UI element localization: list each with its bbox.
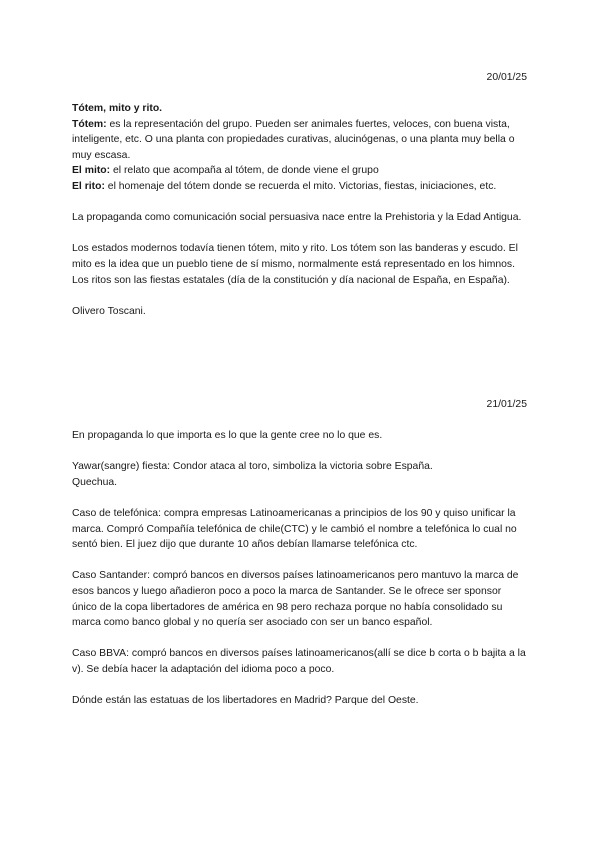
definition-text: el relato que acompaña al tótem, de donde viene el grupo	[110, 165, 379, 177]
paragraph: Dónde están las estatuas de los libertadores en Madrid? Parque del Oeste.	[72, 695, 419, 707]
paragraph: Quechua.	[72, 476, 118, 488]
definition-text: es la representación del grupo. Pueden ser animales fuertes, veloces, con buena vista, inteligente, etc. O una planta con propiedades curativas, alucinógenas, o una planta muy bella o muy escasa.	[72, 118, 515, 161]
section-title: Tótem, mito y rito.	[72, 103, 163, 114]
definition-term: El rito:	[72, 180, 105, 192]
paragraph: Yawar(sangre) fiesta: Condor ataca al toro, simboliza la victoria sobre España.	[72, 461, 433, 473]
definition-text: el homenaje del tótem donde se recuerda el mito. Victorias, fiestas, iniciaciones, etc.	[104, 180, 497, 192]
notes-entry-2	[72, 428, 528, 709]
paragraph: Caso BBVA: compró bancos en diversos países latinoamericanos(allí se dice b corta o b bajita a la v). Se debía hacer la adaptación del idioma poco a poco.	[72, 648, 526, 675]
definition-totem	[72, 117, 528, 164]
paragraph: Caso de telefónica: compra empresas Latinoamericanas a principios de los 90 y quiso unificar la marca. Compró Compañía telefónica de chile(CTC) y le cambió el nombre a telefónica lo cual no sentó bien. El juez dijo que durante 10 años debían llamarse telefónica ctc.	[72, 507, 517, 551]
paragraph: En propaganda lo que importa es lo que la gente cree no lo que es.	[72, 430, 383, 441]
definition-term: Tótem:	[72, 118, 107, 130]
definition-mito	[72, 163, 528, 179]
paragraph: Caso Santander: compró bancos en diversos países latinoamericanos pero mantuvo la marca de esos bancos y luego añadieron poco a poco la marca de Santander. Se le ofrece ser sponsor único de la copa libertadores de américa en 98 pero rechaza porque no había consolidado su marca como banco global y no quería ser asociado con ser un banco español.	[72, 570, 519, 629]
definition-rito	[72, 179, 528, 195]
paragraph: Olivero Toscani.	[72, 305, 146, 317]
entry-date: 21/01/25	[486, 399, 527, 410]
notes-entry-1	[72, 101, 528, 319]
definition-term: El mito:	[72, 165, 111, 177]
paragraph: Los estados modernos todavía tienen tótem, mito y rito. Los tótem son las banderas y escudo. El mito es la idea que un pueblo tiene de sí mismo, normalmente está representado en los himnos. Los ritos son las fiestas estatales (día de la constitución y día nacional de España, en España).	[72, 243, 518, 286]
entry-date: 20/01/25	[486, 72, 527, 83]
paragraph: La propaganda como comunicación social persuasiva nace entre la Prehistoria y la Edad Antigua.	[72, 212, 522, 224]
